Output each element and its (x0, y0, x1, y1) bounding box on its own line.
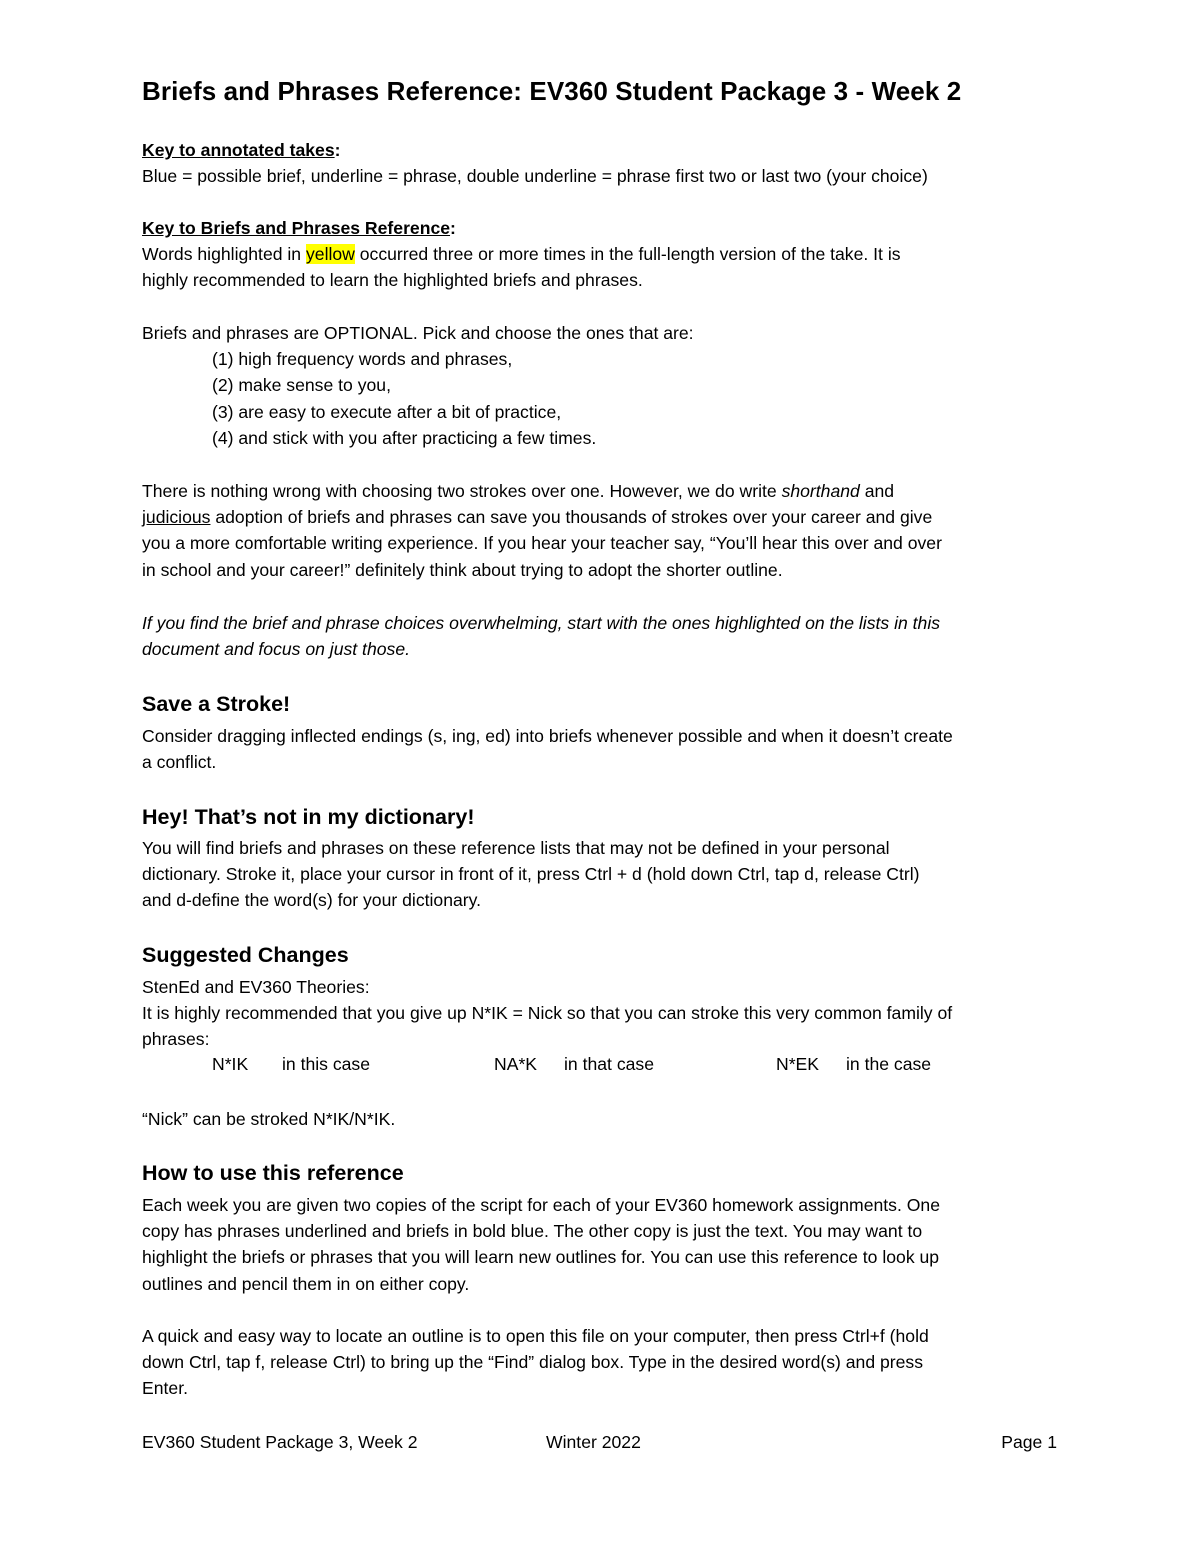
overwhelm-line1: If you find the brief and phrase choices overwhelming, start with the ones highlighted on the lists in this (142, 613, 941, 633)
how-to-line2: copy has phrases underlined and briefs in bold blue. The other copy is just the text. You may want to (142, 1221, 923, 1242)
nothing-wrong-line3: you a more comfortable writing experience. If you hear your teacher say, “You’ll hear this over and over (142, 533, 942, 554)
nick-note: “Nick” can be stroked N*IK/N*IK. (142, 1109, 396, 1129)
overwhelm-line2: document and focus on just those. (142, 639, 410, 660)
stroke-code: NA*K (494, 1054, 538, 1074)
not-in-dictionary-text (142, 835, 1072, 914)
suggested-changes-heading: Suggested Changes (142, 943, 349, 967)
key-reference-section (142, 215, 1072, 294)
footer-left: EV360 Student Package 3, Week 2 (142, 1432, 418, 1452)
page-title: Briefs and Phrases Reference: EV360 Student Package 3 - Week 2 (142, 76, 962, 106)
not-in-dict-line1: You will find briefs and phrases on these reference lists that may not be defined in your personal (142, 838, 890, 858)
nothing-wrong-paragraph (142, 478, 1072, 583)
save-stroke-line2: a conflict. (142, 752, 217, 773)
key-annotated-section (142, 137, 1072, 189)
how-to-p2-line3: Enter. (142, 1378, 188, 1399)
how-to-line1: Each week you are given two copies of the script for each of your EV360 homework assignments. One (142, 1195, 940, 1215)
key-reference-colon: : (450, 218, 456, 238)
stroke-code: N*EK (776, 1054, 820, 1074)
optional-item: (1) high frequency words and phrases, (212, 349, 513, 370)
optional-section (142, 320, 1072, 451)
yellow-highlight-word: yellow (305, 244, 355, 265)
footer-page-number: Page 1 (1001, 1432, 1057, 1452)
nothing-wrong-line4: in school and your career!” definitely think about trying to adopt the shorter outline. (142, 559, 783, 580)
how-to-line3: highlight the briefs or phrases that you will learn new outlines for. You can use this reference to look up (142, 1247, 940, 1268)
shorthand-emphasis: shorthand (781, 481, 860, 501)
suggested-line1: It is highly recommended that you give up N*IK = Nick so that you can stroke this very common family of (142, 1003, 953, 1024)
stroke-code: N*IK (212, 1054, 249, 1074)
optional-item: (2) make sense to you, (212, 375, 391, 396)
suggested-changes-text (142, 974, 1072, 1053)
key-annotated-heading: Key to annotated takes (142, 140, 335, 160)
nothing-wrong-text: There is nothing wrong with choosing two strokes over one. However, we do write (142, 481, 782, 501)
how-to-use-heading: How to use this reference (142, 1161, 404, 1185)
save-stroke-heading: Save a Stroke! (142, 692, 291, 716)
optional-item: (3) are easy to execute after a bit of practice, (212, 401, 562, 422)
stroke-meaning: in the case (846, 1054, 932, 1074)
nothing-wrong-text: adoption of briefs and phrases can save you thousands of strokes over your career and give (210, 507, 933, 528)
nothing-wrong-text: and (859, 481, 895, 501)
key-reference-line2: highly recommended to learn the highlighted briefs and phrases. (142, 270, 643, 291)
save-stroke-line1: Consider dragging inflected endings (s, ing, ed) into briefs whenever possible and when it doesn’t create (142, 726, 953, 746)
key-annotated-colon: : (334, 140, 341, 160)
overwhelm-paragraph (142, 610, 1072, 662)
judicious-underlined: judicious (142, 507, 211, 528)
key-reference-line-end: occurred three or more times in the full-length version of the take. It is (354, 244, 901, 265)
not-in-dict-line2: dictionary. Stroke it, place your cursor in front of it, press Ctrl + d (hold down Ctrl, tap d, release Ctrl) (142, 864, 920, 885)
not-in-dict-line3: and d-define the word(s) for your dictionary. (142, 890, 482, 911)
optional-intro: Briefs and phrases are OPTIONAL. Pick and choose the ones that are: (142, 323, 694, 343)
how-to-p2-line2: down Ctrl, tap f, release Ctrl) to bring up the “Find” dialog box. Type in the desired word(s) and press (142, 1352, 924, 1373)
not-in-dictionary-heading: Hey! That’s not in my dictionary! (142, 805, 475, 829)
stroke-meaning: in that case (564, 1054, 654, 1074)
footer-center: Winter 2022 (546, 1432, 641, 1452)
how-to-use-paragraph2 (142, 1323, 1072, 1402)
key-reference-line-start: Words highlighted in (142, 244, 306, 265)
suggested-sub: StenEd and EV360 Theories: (142, 977, 370, 997)
stroke-meaning: in this case (282, 1054, 371, 1074)
save-stroke-text (142, 723, 1072, 775)
key-reference-heading: Key to Briefs and Phrases Reference (142, 218, 451, 238)
how-to-line4: outlines and pencil them in on either copy. (142, 1273, 470, 1294)
optional-item: (4) and stick with you after practicing a few times. (212, 427, 597, 448)
how-to-use-paragraph1 (142, 1192, 1072, 1297)
how-to-p2-line1: A quick and easy way to locate an outline is to open this file on your computer, then press Ctrl+f (hold (142, 1326, 929, 1346)
suggested-line2: phrases: (142, 1029, 210, 1050)
key-annotated-text: Blue = possible brief, underline = phrase, double underline = phrase first two or last two (your choice) (142, 166, 928, 187)
